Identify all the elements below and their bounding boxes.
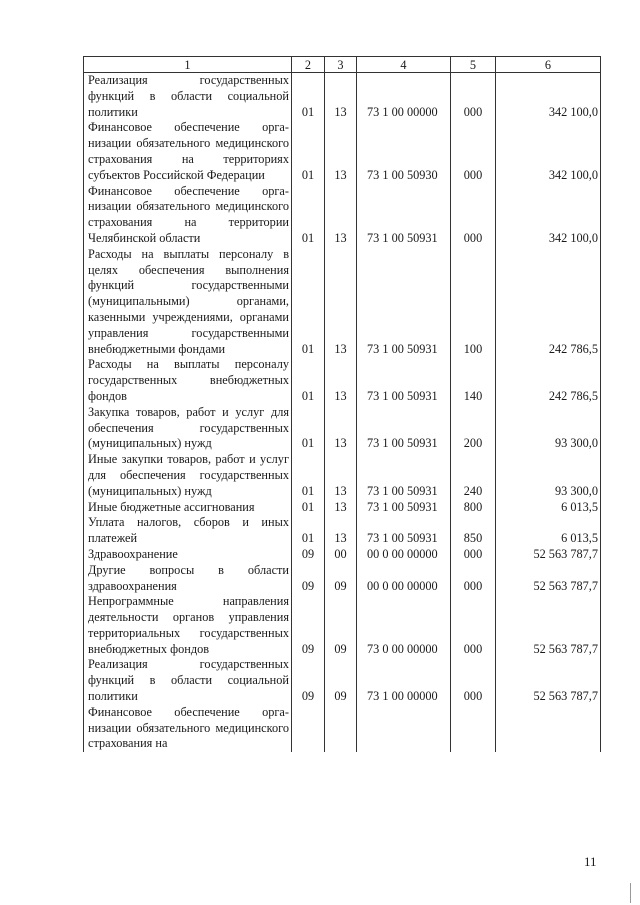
table-row	[84, 705, 601, 752]
row-expense-type: 000	[451, 657, 496, 704]
table-header	[84, 57, 601, 73]
row-expense-type: 000	[451, 120, 496, 183]
row-target-code: 73 1 00 50931	[357, 405, 451, 452]
row-section: 01	[292, 120, 325, 183]
row-subsection: 13	[325, 515, 357, 547]
row-section: 09	[292, 563, 325, 595]
row-amount: 242 786,5	[496, 247, 601, 358]
row-subsection: 09	[325, 657, 357, 704]
row-section: 01	[292, 247, 325, 358]
header-col-3: 3	[325, 57, 357, 73]
row-target-code	[357, 705, 451, 752]
row-target-code: 73 1 00 50931	[357, 515, 451, 547]
table-row	[84, 184, 601, 247]
row-subsection: 13	[325, 73, 357, 121]
row-name: Другие вопросы в области здравоохранения	[84, 563, 292, 595]
row-section: 09	[292, 657, 325, 704]
row-expense-type: 140	[451, 357, 496, 404]
row-name: Непрограммные направления деятельности органов управления территориальных государственных внебюджетных фондов	[84, 594, 292, 657]
row-name: Расходы на выплаты персоналу государственных внебюджетных фондов	[84, 357, 292, 404]
row-target-code: 73 0 00 00000	[357, 594, 451, 657]
table-row	[84, 547, 601, 563]
table-body	[84, 73, 601, 753]
row-amount: 342 100,0	[496, 184, 601, 247]
header-col-5: 5	[451, 57, 496, 73]
row-subsection	[325, 705, 357, 752]
row-amount: 6 013,5	[496, 500, 601, 516]
row-expense-type: 200	[451, 405, 496, 452]
row-amount: 6 013,5	[496, 515, 601, 547]
row-section: 01	[292, 184, 325, 247]
row-subsection: 13	[325, 452, 357, 499]
row-expense-type: 000	[451, 547, 496, 563]
header-col-1: 1	[84, 57, 292, 73]
header-col-4: 4	[357, 57, 451, 73]
row-amount: 52 563 787,7	[496, 594, 601, 657]
row-name: Уплата налогов, сборов и иных платежей	[84, 515, 292, 547]
row-target-code: 00 0 00 00000	[357, 563, 451, 595]
row-target-code: 73 1 00 50930	[357, 120, 451, 183]
row-expense-type: 000	[451, 563, 496, 595]
row-target-code: 73 1 00 50931	[357, 357, 451, 404]
table-row	[84, 247, 601, 358]
row-subsection: 13	[325, 184, 357, 247]
row-expense-type: 240	[451, 452, 496, 499]
row-section: 09	[292, 547, 325, 563]
row-amount: 93 300,0	[496, 405, 601, 452]
row-target-code: 00 0 00 00000	[357, 547, 451, 563]
row-target-code: 73 1 00 50931	[357, 452, 451, 499]
row-section: 01	[292, 500, 325, 516]
row-subsection: 09	[325, 594, 357, 657]
row-name: Финансовое обеспечение организации обязательного медицинского страхования на территории Челябинской области	[84, 184, 292, 247]
header-row	[84, 57, 601, 73]
row-section: 01	[292, 405, 325, 452]
row-target-code: 73 1 00 50931	[357, 184, 451, 247]
row-section	[292, 705, 325, 752]
row-name: Реализация государственных функций в области социальной политики	[84, 657, 292, 704]
row-amount	[496, 705, 601, 752]
row-subsection: 09	[325, 563, 357, 595]
table-row	[84, 357, 601, 404]
table-row	[84, 500, 601, 516]
row-target-code: 73 1 00 50931	[357, 247, 451, 358]
row-amount: 52 563 787,7	[496, 657, 601, 704]
row-amount: 52 563 787,7	[496, 547, 601, 563]
row-expense-type: 800	[451, 500, 496, 516]
row-subsection: 00	[325, 547, 357, 563]
row-name: Иные бюджетные ассигнования	[84, 500, 292, 516]
row-name: Здравоохранение	[84, 547, 292, 563]
row-target-code: 73 1 00 50931	[357, 500, 451, 516]
row-subsection: 13	[325, 247, 357, 358]
row-subsection: 13	[325, 405, 357, 452]
header-col-6: 6	[496, 57, 601, 73]
row-subsection: 13	[325, 357, 357, 404]
table-row	[84, 657, 601, 704]
table-row	[84, 515, 601, 547]
page-number: 11	[584, 854, 597, 869]
header-col-2: 2	[292, 57, 325, 73]
table-row	[84, 405, 601, 452]
row-section: 01	[292, 73, 325, 121]
row-amount: 242 786,5	[496, 357, 601, 404]
row-expense-type: 100	[451, 247, 496, 358]
row-target-code: 73 1 00 00000	[357, 73, 451, 121]
row-expense-type	[451, 705, 496, 752]
row-name: Расходы на выплаты персоналу в целях обеспечения выполнения функций государственными (муниципальными) органами, казенными учреждениями, органами управления государственными внебюджетными фондами	[84, 247, 292, 358]
row-section: 09	[292, 594, 325, 657]
row-subsection: 13	[325, 500, 357, 516]
row-target-code: 73 1 00 00000	[357, 657, 451, 704]
table-row	[84, 563, 601, 595]
row-amount: 52 563 787,7	[496, 563, 601, 595]
budget-table	[83, 56, 601, 752]
row-amount: 93 300,0	[496, 452, 601, 499]
row-name: Реализация государственных функций в области социальной политики	[84, 73, 292, 121]
margin-mark	[630, 883, 631, 903]
row-expense-type: 000	[451, 594, 496, 657]
table-row	[84, 594, 601, 657]
row-section: 01	[292, 357, 325, 404]
table-row	[84, 120, 601, 183]
row-section: 01	[292, 452, 325, 499]
row-name: Закупка товаров, работ и услуг для обеспечения государственных (муниципальных) нужд	[84, 405, 292, 452]
row-name: Иные закупки товаров, работ и услуг для обеспечения государственных (муниципальных) нужд	[84, 452, 292, 499]
row-expense-type: 000	[451, 73, 496, 121]
row-amount: 342 100,0	[496, 120, 601, 183]
table-row	[84, 73, 601, 121]
row-subsection: 13	[325, 120, 357, 183]
row-expense-type: 850	[451, 515, 496, 547]
row-amount: 342 100,0	[496, 73, 601, 121]
table-row	[84, 452, 601, 499]
row-expense-type: 000	[451, 184, 496, 247]
row-section: 01	[292, 515, 325, 547]
row-name: Финансовое обеспечение организации обязательного медицинского страхования на	[84, 705, 292, 752]
row-name: Финансовое обеспечение организации обязательного медицинского страхования на территориях субъектов Российской Федерации	[84, 120, 292, 183]
